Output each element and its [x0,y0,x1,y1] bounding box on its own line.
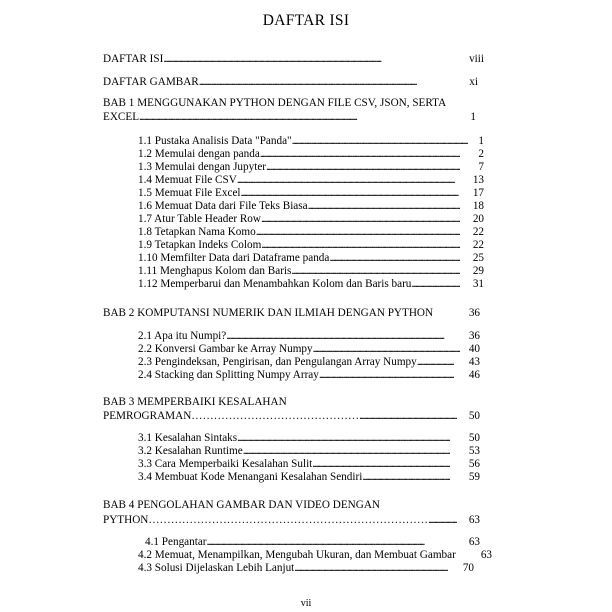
toc-item-page: 56 [468,458,480,470]
chapter-heading: BAB 3 MEMPERBAIKI KESALAHAN [103,396,287,408]
toc-item-page: 63 [468,536,480,548]
toc-item: 1.11 Menghapus Kolom dan Baris . . . [138,265,460,278]
chapter-heading: BAB 4 PENGOLAHAN GAMBAR DAN VIDEO DENGAN [103,499,380,511]
toc-item: 4.3 Solusi Dijelaskan Lebih Lanjut . . . [138,562,448,575]
toc-item-page: 13 [472,174,484,186]
toc-item: 2.4 Stacking dan Splitting Numpy Array . . . [138,369,454,382]
toc-item-page: 70 [462,562,474,574]
toc-item-page: 22 [472,226,484,238]
chapter-page: 1 [470,111,476,123]
toc-item: 2.2 Konversi Gambar ke Array Numpy . . . [138,343,460,356]
toc-item-page: 22 [472,239,484,251]
toc-item: 1.12 Memperbarui dan Menambahkan Kolom dan Baris baru . . . [138,278,460,291]
toc-item: 1.9 Tetapkan Indeks Colom . . . [138,239,460,252]
toc-item: 4.2 Memuat, Menampilkan, Mengubah Ukuran, dan Membuat Gambar [138,549,456,561]
toc-item: 1.7 Atur Table Header Row . . . [138,213,460,226]
toc-page-daftar-isi: viii [469,53,484,65]
toc-item: 1.10 Memfilter Data dari Dataframe panda . . . [138,252,460,265]
toc-item-page: 7 [478,161,484,173]
toc-item-page: 31 [472,278,484,290]
toc-item-page: 20 [472,213,484,225]
toc-item: 1.3 Memulai dengan Jupyter . . . [138,161,460,174]
toc-item-page: 2 [478,148,484,160]
toc-item: 3.3 Cara Memperbaiki Kesalahan Sulit . . . [138,458,450,471]
toc-item: 2.3 Pengindeksan, Pengirisan, dan Pengulangan Array Numpy . . . [138,356,454,369]
chapter-heading-cont: PEMROGRAMAN……………………………………… . . . [103,410,457,423]
toc-page-daftar-gambar: xi [469,76,478,88]
toc-item: 3.4 Membuat Kode Menangani Kesalahan Sendiri . . . [138,471,450,484]
toc-item: 2.1 Apa itu Numpi? . . . [138,330,460,343]
toc-item: 1.1 Pustaka Analisis Data "Panda" . . . [138,135,468,148]
toc-item: 3.2 Kesalahan Runtime . . . [138,445,450,458]
toc-item: 1.4 Memuat File CSV . . . [138,174,460,187]
toc-item-page: 18 [472,200,484,212]
chapter-heading: BAB 1 MENGGUNAKAN PYTHON DENGAN FILE CSV, JSON, SERTA [103,97,447,109]
toc-entry-daftar-isi: DAFTAR ISI . . . [103,53,458,66]
toc-item: 1.5 Memuat File Excel . . . [138,187,460,200]
toc-item: 1.2 Memulai dengan panda . . . [138,148,460,161]
toc-item-page: 59 [468,471,480,483]
toc-item: 1.8 Tetapkan Nama Komo . . . [138,226,460,239]
chapter-heading: BAB 2 KOMPUTANSI NUMERIK DAN ILMIAH DENGAN PYTHON [103,307,434,319]
toc-item-page: 43 [468,356,480,368]
toc-item: 4.1 Pengantar . . . [145,536,452,549]
toc-item-page: 36 [468,330,480,342]
toc-item-page: 53 [468,445,480,457]
toc-item-page: 46 [468,369,480,381]
toc-item-page: 50 [468,432,480,444]
chapter-page: 36 [468,307,480,319]
toc-item-page: 29 [472,265,484,277]
page-number: vii [300,598,312,609]
chapter-heading-cont: PYTHON………………………………………………………………… . . . [103,514,457,527]
toc-item-page: 63 [480,549,492,561]
chapter-page: 63 [468,514,480,526]
toc-item: 3.1 Kesalahan Sintaks . . . [138,432,450,445]
toc-item-page: 25 [472,252,484,264]
toc-entry-daftar-gambar: DAFTAR GAMBAR . . . [103,76,458,89]
chapter-page: 50 [468,410,480,422]
page-title: DAFTAR ISI [262,12,350,29]
chapter-heading-cont: EXCEL . . . [103,111,454,124]
toc-item: 1.6 Memuat Data dari File Teks Biasa . . . [138,200,460,213]
toc-item-page: 1 [478,135,484,147]
toc-item-page: 17 [472,187,484,199]
toc-item-page: 40 [468,343,480,355]
